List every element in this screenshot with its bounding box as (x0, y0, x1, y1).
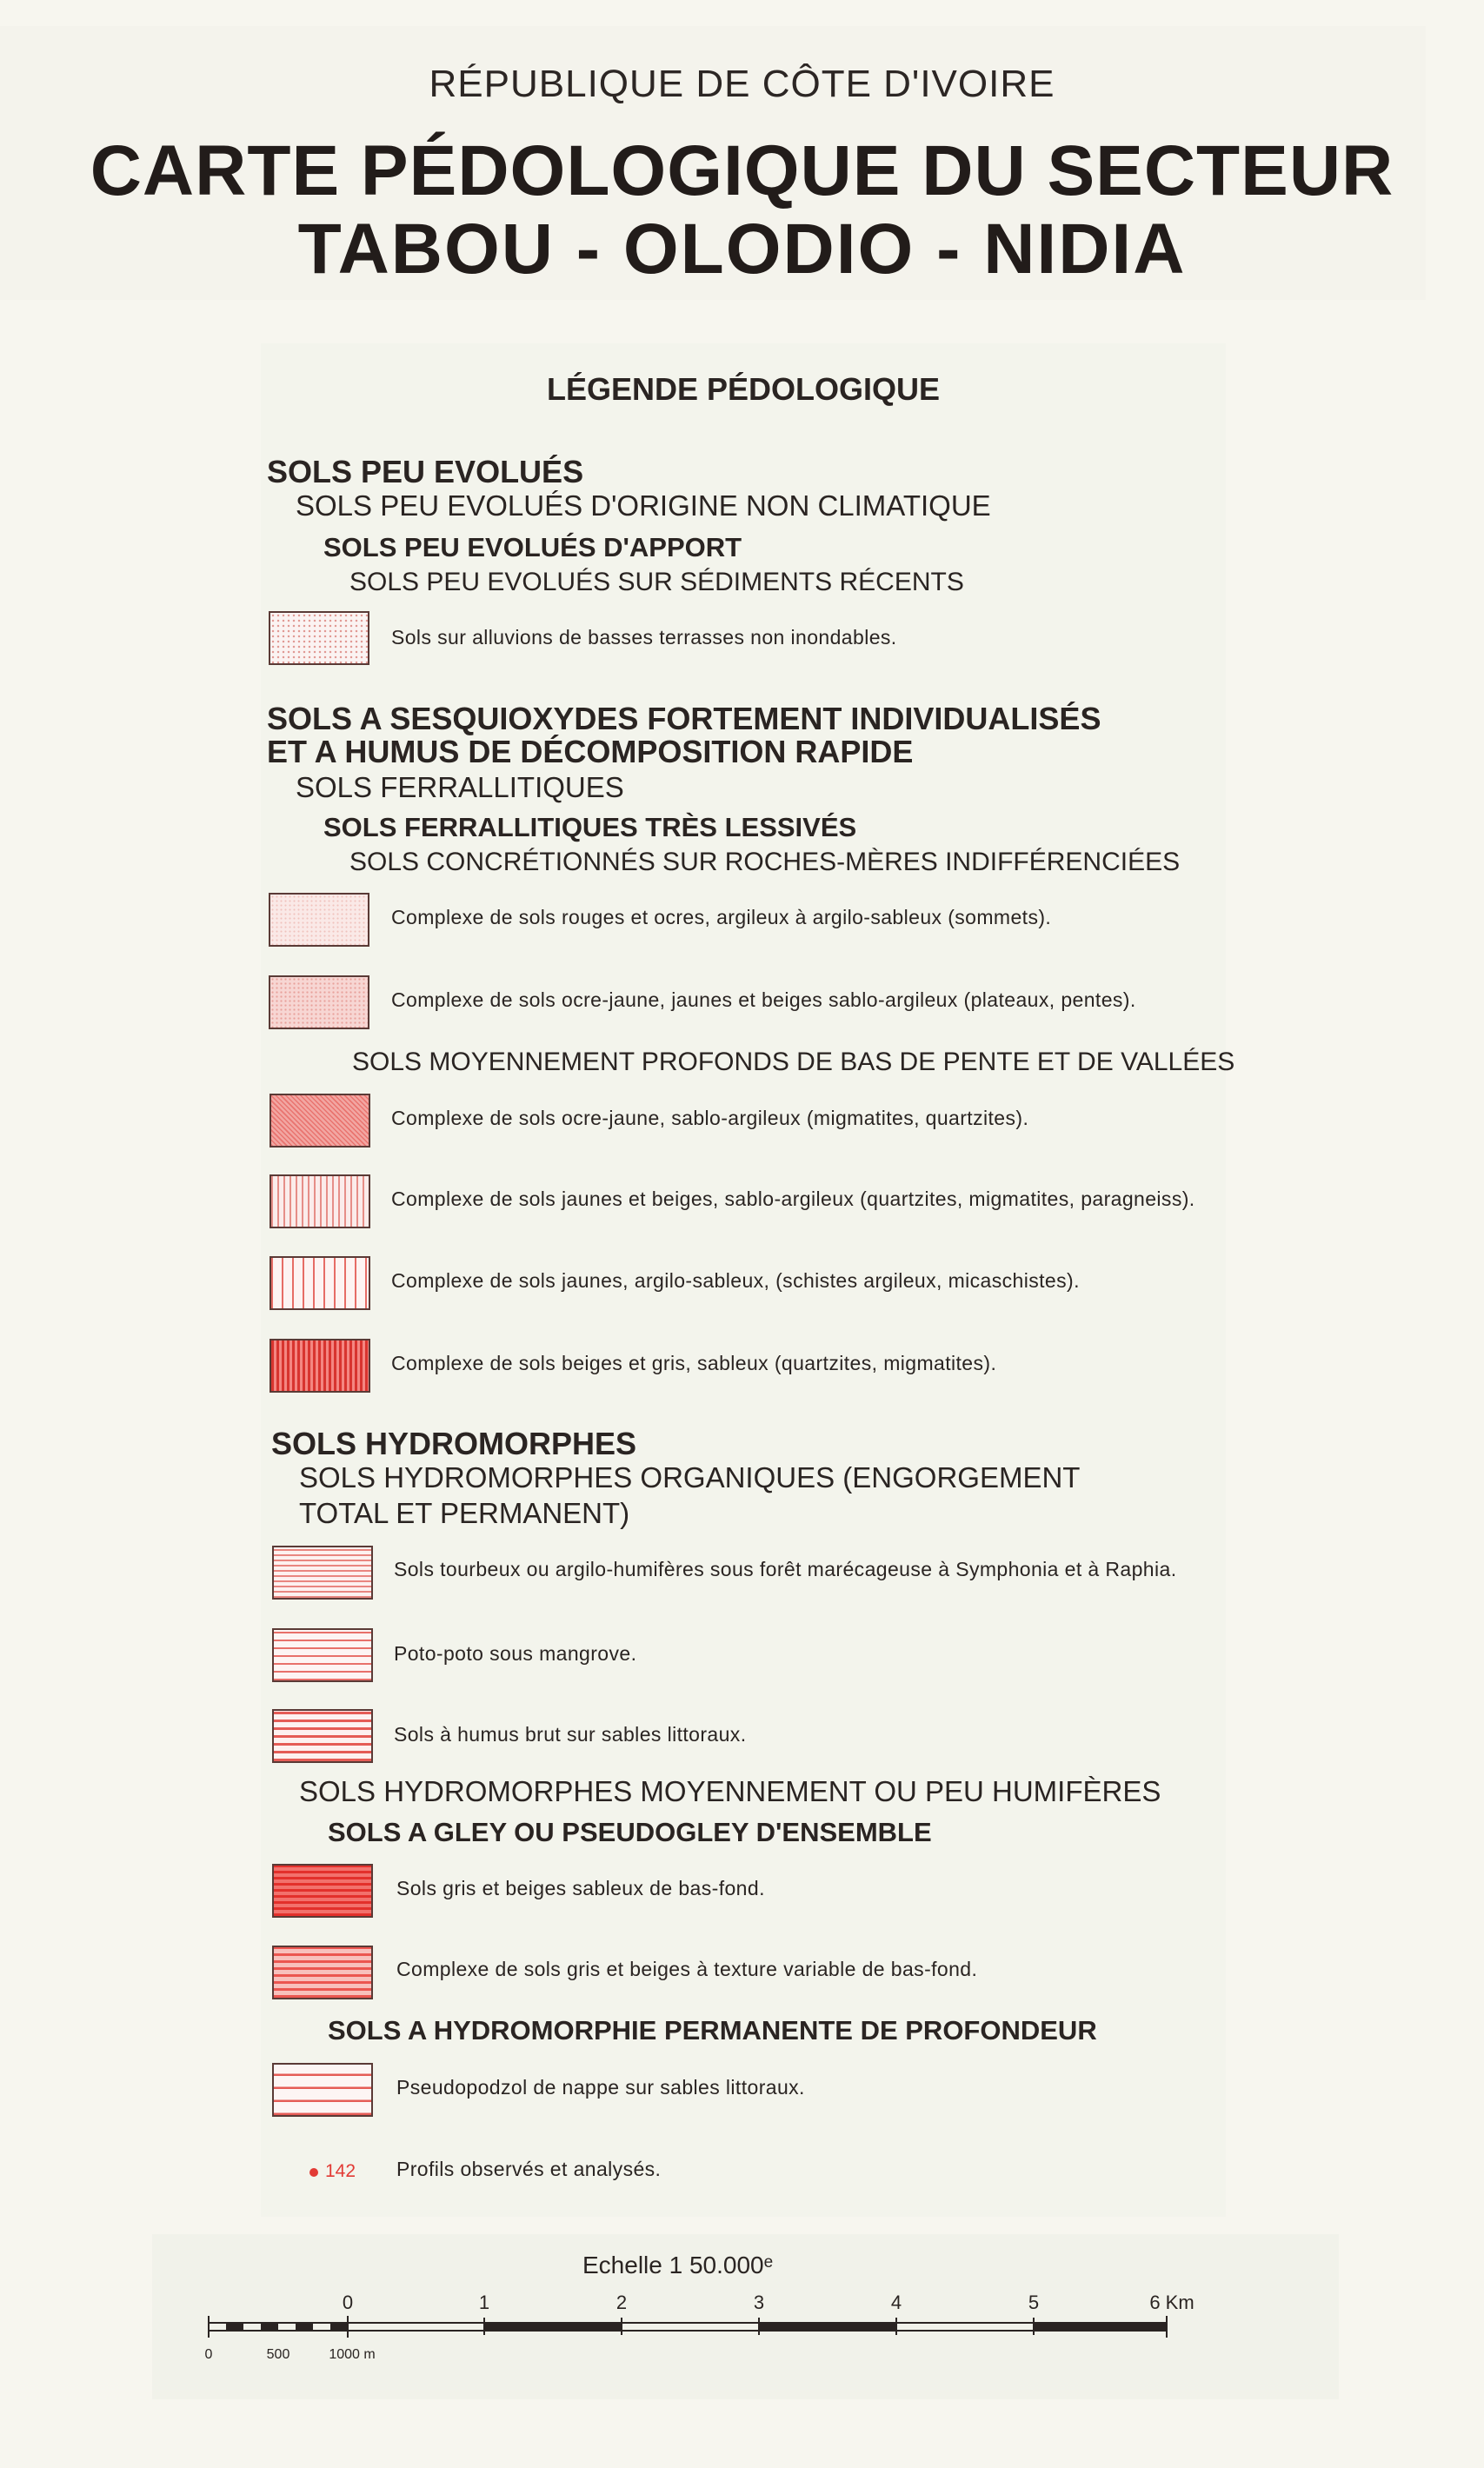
subgroup-concretionnes: SOLS CONCRÉTIONNÉS SUR ROCHES-MÈRES INDIFFÉRENCIÉES (349, 848, 1181, 876)
profile-number: 142 (325, 2161, 356, 2181)
subgroup-moyennement-profonds: SOLS MOYENNEMENT PROFONDS DE BAS DE PENTE ET DE VALLÉES (352, 1048, 1235, 1076)
legend-item-label: Complexe de sols beiges et gris, sableux (quartzites, migmatites). (391, 1352, 997, 1374)
map-title-line1: CARTE PÉDOLOGIQUE DU SECTEUR (90, 131, 1394, 210)
group-hydromorphie-permanente: SOLS A HYDROMORPHIE PERMANENTE DE PROFONDEUR (328, 2015, 1097, 2046)
legend-item-label: Pseudopodzol de nappe sur sables littoraux. (396, 2076, 805, 2099)
legend-item-label: Sols tourbeux ou argilo-humifères sous forêt marécageuse à Symphonia et à Raphia. (394, 1558, 1177, 1580)
scale-km-tick-5: 5 (1028, 2292, 1040, 2313)
scale-km-tick-6: 6 Km (1149, 2292, 1195, 2313)
subclass-moyennement-humiferes: SOLS HYDROMORPHES MOYENNEMENT OU PEU HUMIFÈRES (299, 1775, 1161, 1807)
legend-item-label: Complexe de sols rouges et ocres, argileux à argilo-sableux (sommets). (391, 906, 1052, 928)
legend-item-label: Sols à humus brut sur sables littoraux. (394, 1723, 747, 1746)
scale-label: Echelle 1 50.000ᵉ (582, 2252, 774, 2278)
legend-item-label: Sols sur alluvions de basses terrasses non inondables. (391, 626, 897, 649)
group-tres-lessives: SOLS FERRALLITIQUES TRÈS LESSIVÉS (323, 812, 857, 842)
legend-item-label: Poto-poto sous mangrove. (394, 1642, 637, 1665)
legend-item-label: Sols gris et beiges sableux de bas-fond. (396, 1877, 765, 1899)
scale-m-tick-500: 500 (266, 2347, 290, 2362)
scale-km-tick-3: 3 (753, 2292, 765, 2313)
subclass-ferrallitiques: SOLS FERRALLITIQUES (296, 771, 624, 803)
class-sesquioxydes-line1: SOLS A SESQUIOXYDES FORTEMENT INDIVIDUALISÉS (267, 701, 1101, 736)
legend-item-label: Complexe de sols jaunes et beiges, sablo-argileux (quartzites, migmatites, paragneiss). (391, 1187, 1195, 1210)
subgroup-sediments-recents: SOLS PEU EVOLUÉS SUR SÉDIMENTS RÉCENTS (349, 568, 964, 596)
class-sols-peu-evolues: SOLS PEU EVOLUÉS (267, 454, 584, 489)
group-apport: SOLS PEU EVOLUÉS D'APPORT (323, 532, 742, 562)
legend-title: LÉGENDE PÉDOLOGIQUE (546, 371, 941, 407)
scale-km-tick-2: 2 (616, 2292, 628, 2313)
group-gley-pseudogley: SOLS A GLEY OU PSEUDOGLEY D'ENSEMBLE (328, 1817, 932, 1847)
class-sesquioxydes-line2: ET A HUMUS DE DÉCOMPOSITION RAPIDE (267, 734, 914, 769)
legend-item-label: Complexe de sols jaunes, argilo-sableux, (schistes argileux, micaschistes). (391, 1269, 1080, 1292)
profile-label: Profils observés et analysés. (396, 2158, 662, 2180)
scale-m-tick-1000: 1000 m (329, 2347, 376, 2362)
scale-km-tick-0: 0 (342, 2292, 354, 2313)
subclass-organiques-line2: TOTAL ET PERMANENT) (299, 1497, 630, 1529)
subclass-organiques-line1: SOLS HYDROMORPHES ORGANIQUES (ENGORGEMENT (299, 1461, 1081, 1493)
country-name: RÉPUBLIQUE DE CÔTE D'IVOIRE (429, 63, 1055, 105)
legend-item-label: Complexe de sols ocre-jaune, sablo-argileux (migmatites, quartzites). (391, 1107, 1029, 1129)
scale-m-tick-0: 0 (204, 2347, 213, 2362)
legend-item-label: Complexe de sols gris et beiges à texture variable de bas-fond. (396, 1958, 978, 1980)
class-hydromorphes: SOLS HYDROMORPHES (271, 1426, 637, 1461)
legend-item-label: Complexe de sols ocre-jaune, jaunes et beiges sablo-argileux (plateaux, pentes). (391, 988, 1136, 1011)
subclass-origine-non-climatique: SOLS PEU EVOLUÉS D'ORIGINE NON CLIMATIQUE (296, 489, 991, 522)
scale-km-tick-4: 4 (890, 2292, 902, 2313)
map-title-line2: TABOU - OLODIO - NIDIA (297, 210, 1187, 289)
scale-km-tick-1: 1 (478, 2292, 490, 2313)
